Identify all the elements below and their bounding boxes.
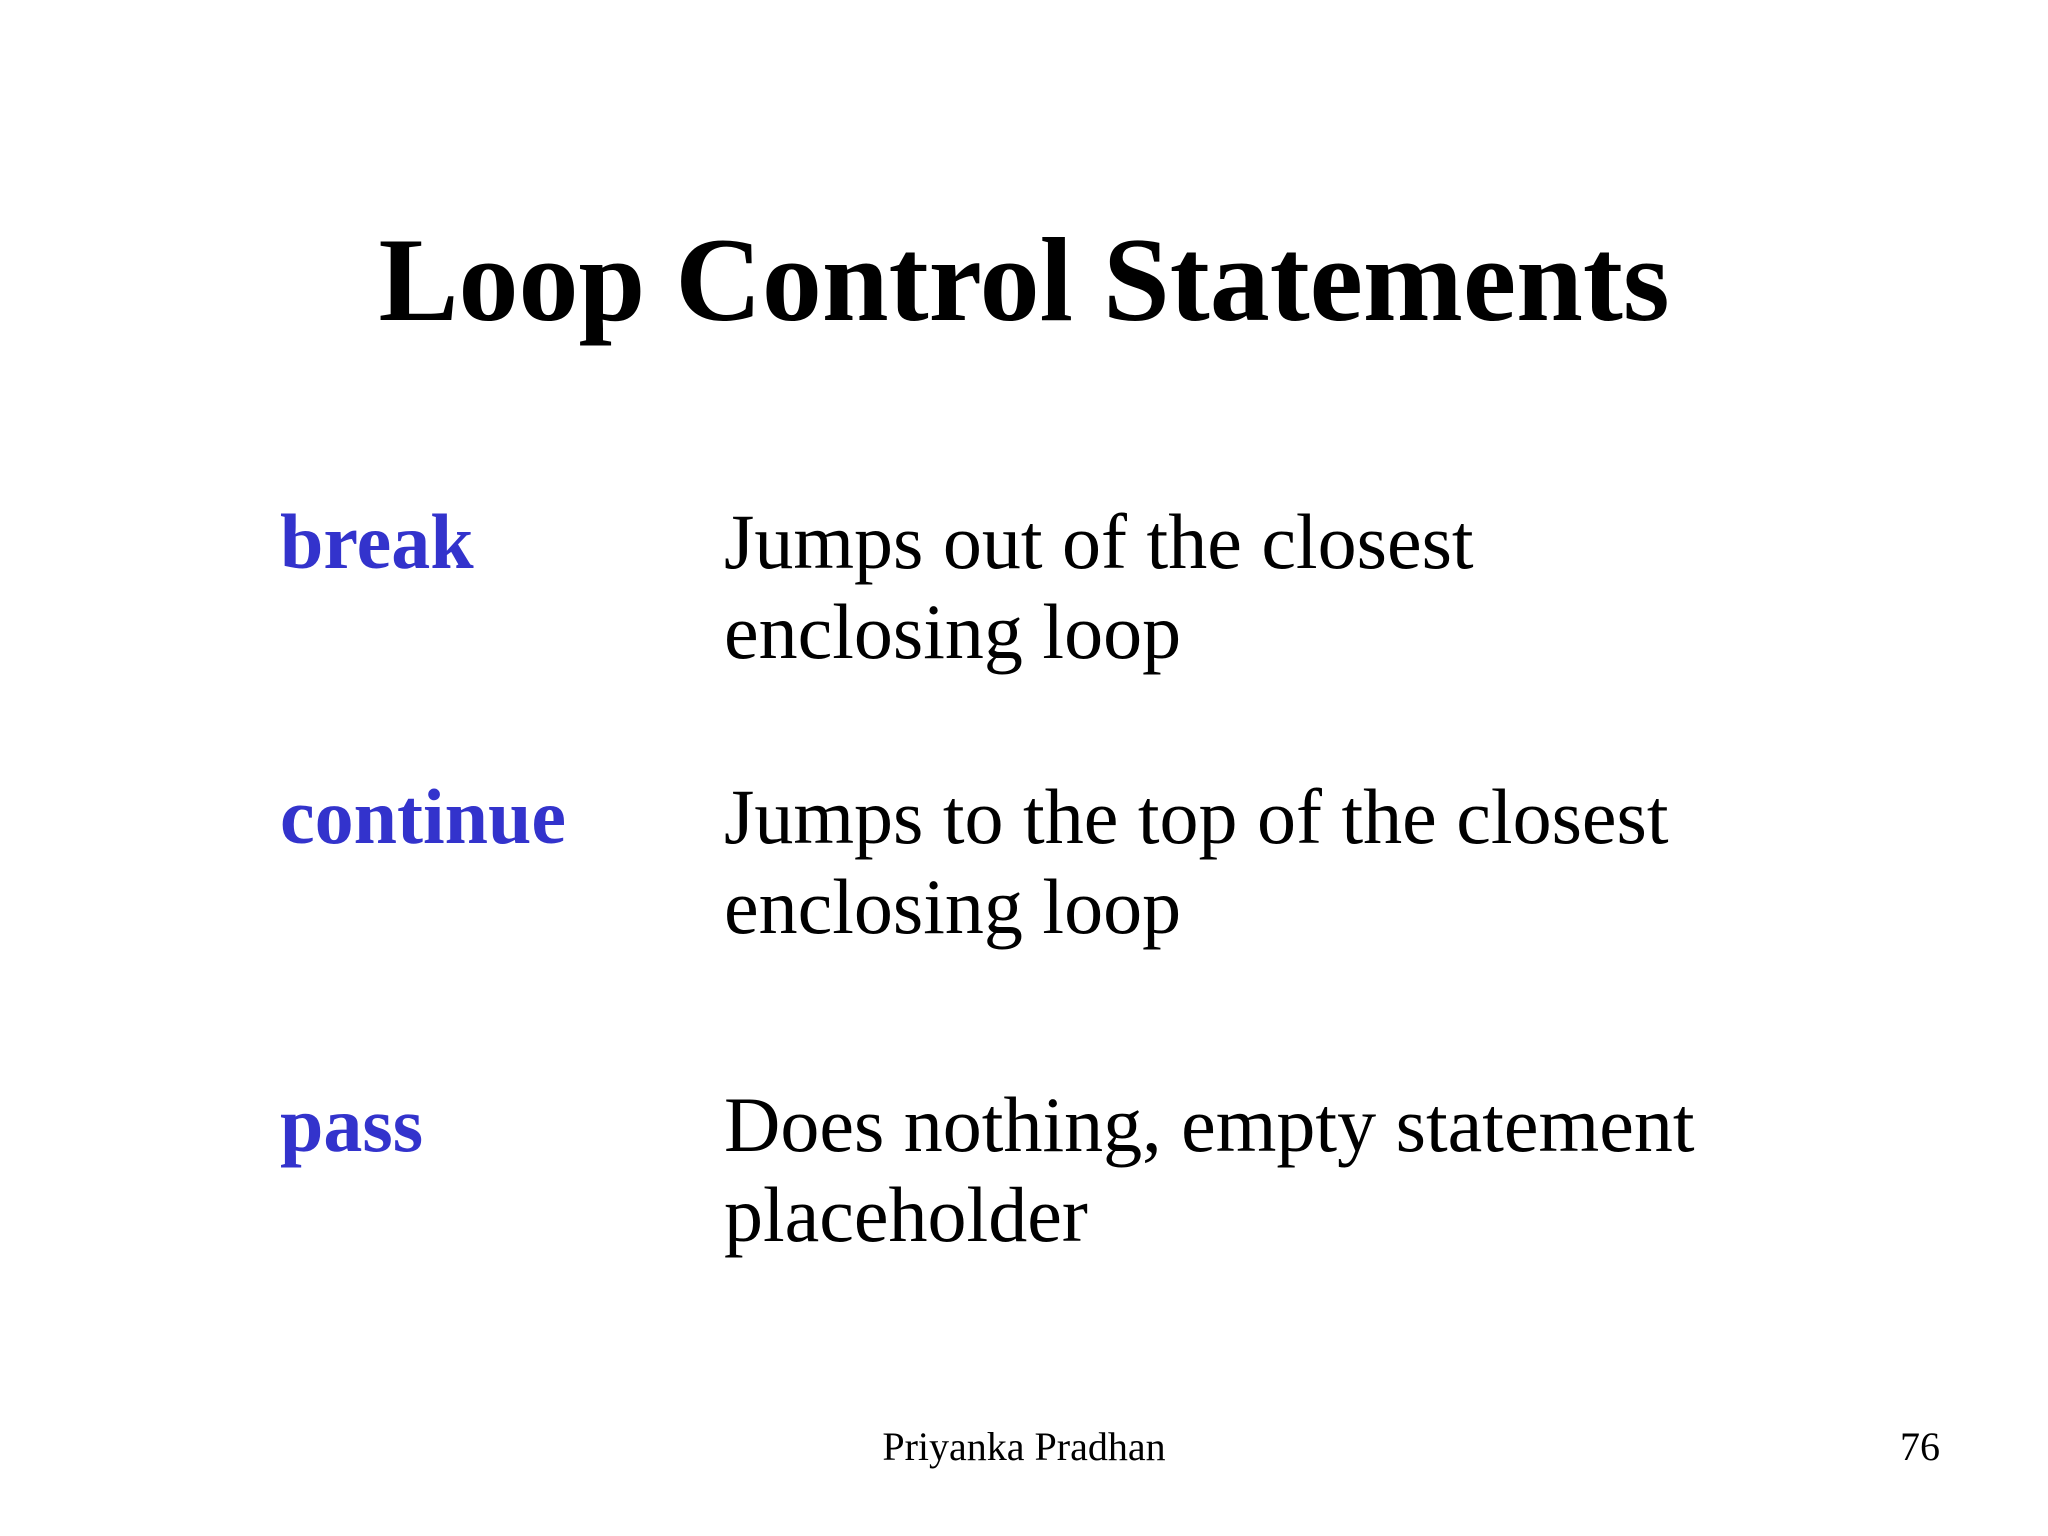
page-number: 76 (1900, 1424, 1940, 1469)
slide-title: Loop Control Statements (378, 213, 1670, 346)
description-continue (724, 772, 1924, 952)
keyword-break: break (280, 498, 474, 585)
description-line: Jumps out of the closest (724, 498, 1474, 585)
description-line: Does nothing, empty statement (724, 1081, 1695, 1168)
keyword-continue: continue (280, 773, 567, 860)
description-pass (724, 1080, 1924, 1260)
description-line: enclosing loop (724, 588, 1182, 675)
footer-author: Priyanka Pradhan (882, 1424, 1166, 1469)
description-line: enclosing loop (724, 863, 1182, 950)
description-line: Jumps to the top of the closest (724, 773, 1669, 860)
description-break (724, 497, 1924, 677)
keyword-pass: pass (280, 1081, 424, 1168)
description-line: placeholder (724, 1171, 1088, 1258)
